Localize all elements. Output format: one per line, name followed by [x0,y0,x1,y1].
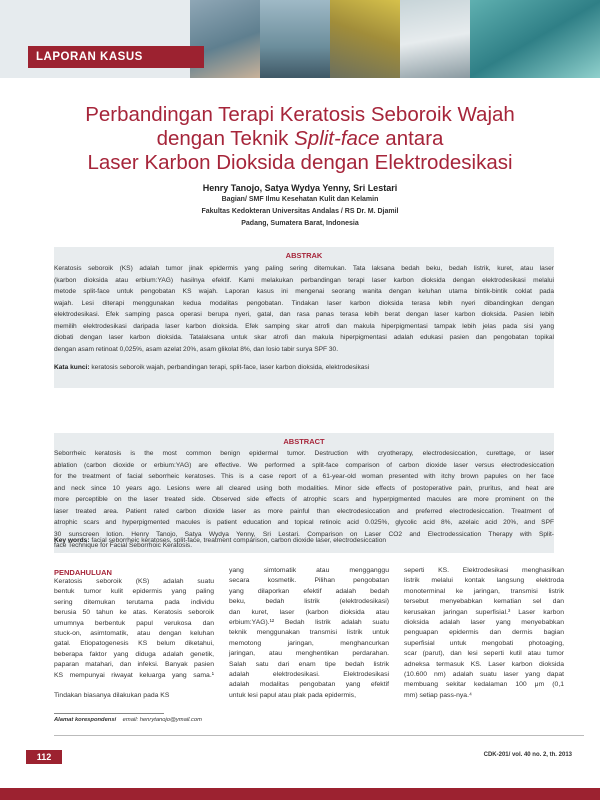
col2-line: untuk lesi papul atau plak pada epidermis, [229,691,356,699]
abstract-line: 30 sunscreen lotion. Henry Tanojo, Satya Wydya Yenny, Sri Lestari. Comparison on Laser CO2 and Electrodessication Therapy with Split- [54,530,554,538]
section-heading-pendahuluan: PENDAHULUAN [54,568,112,577]
affiliation-line-2: Fakultas Kedokteran Universitas Andalas / RS Dr. M. Djamil [201,208,399,215]
col2-line: yang simtomatik atau mengganggu [229,567,389,574]
col1-line [54,681,214,691]
abstrak-line: diobati dengan laser karbon dioksida. Tatalaksana untuk skar atrofi dan makula hiperpigmentasi adalah edukasi pasien dan pengobatan topikal [54,334,554,341]
title-line-2: dengan Teknik Split-face antara [156,127,444,150]
col2-line: secara kosmetik. Pilihan pengobatan [229,577,389,585]
col2-line: adalah elektrodesikasi. Elektrodesikasi [229,671,389,679]
photo-doctor [400,0,470,78]
col1-line: umumnya berbentuk papul verukosa dan [54,619,214,627]
col1-line: Keratosis seboroik (KS) adalah suatu [54,578,214,585]
col2-line: adalah modalitas pengobatan yang efektif [229,681,389,689]
col1-line: bentuk tumor kulit epidermis yang paling [54,588,214,596]
footer-rule [54,735,584,736]
body-column-2 [229,566,389,701]
col3-line: (10.600 nm) adalah suatu laser yang dapat [404,671,564,679]
photo-surgery [470,0,600,78]
abstrak-line: memilih elektrodesikasi daripada laser karbon dioksida. Efek samping skar atrofi dan makula hiperpigmentasi tampak lebih jelas pada sisi yang [54,322,554,330]
page-number: 112 [26,750,62,764]
abstrak-heading: ABSTRAK [285,251,323,260]
col3-line: listrik melalui kontak langsung elektroda [404,577,564,585]
correspondence-email[interactable]: email: henrytanojo@ymail.com [122,717,202,723]
col1-line: paparan matahari, dan infeksi. Banyak pasien [54,661,214,669]
title-line-1: Perbandingan Terapi Keratosis Seboroik Wajah [85,103,515,126]
col2-line: Salah satu dari enam tipe bedah listrik [229,660,389,668]
abstract-line: and neck since 10 years ago. Lesions were all cleared using both modalities. Minor side effects of postoperative pain, pruritus, and heat are [54,484,554,492]
col2-line: teknik menggunakan transmisi listrik untuk [229,629,389,637]
abstract-line: more perceptible on the laser treated side. Observed side effects of atrophic scars and hyperpigmented macules are more prominent on the [54,496,554,503]
abstract-heading: ABSTRACT [283,437,325,446]
col3-line: superfisial untuk mengobati photoaging, [404,639,564,647]
abstrak-line: Keratosis seboroik (KS) adalah tumor jinak epidermis yang paling sering ditemukan. Tata laksana bedah beku, bedah listrik, kuret, atau laser [54,265,554,272]
abstract-line: ablation (carbon dioxide or erbium:YAG) are effective. We performed a split-face comparison of carbon dioxide laser versus electrodesiccation [54,461,554,469]
col3-line: seperti KS. Elektrodesikasi menghasilkan [404,567,564,574]
abstrak-line: (karbon dioksida atau erbium:YAG) hasilnya efektif. Kami melakukan perbandingan terapi laser karbon dioksida dengan elektrodesikasi melalui [54,276,554,284]
title-line-3: Laser Karbon Dioksida dengan Elektrodesikasi [87,151,513,174]
article-title [40,103,560,175]
col3-line: membuang sekitar kedalaman 100 μm (0,1 [404,681,564,689]
col1-line: sering ditemukan terutama pada individu [54,598,214,606]
col1-line: KS mempunyai riwayat keluarga yang sama.¹ [54,671,214,679]
col1-line: gatal. Etiopatogenesis KS belum diketahui, [54,640,214,648]
body-column-3 [404,566,564,701]
col1-line: berusia 50 tahun ke atas. Keratosis seboroik [54,609,214,617]
col2-line: erbium:YAG).¹² Bedah listrik adalah suatu [229,619,389,627]
col1-line: Tindakan biasanya dilakukan pada KS [54,692,170,700]
abstrak-text [54,263,554,355]
col2-line: memotong jaringan, menghancurkan [229,639,389,647]
photo-emergency [330,0,400,78]
header-photos [190,0,600,78]
abstrak-box [54,247,554,388]
abstrak-line: wajah. Lesi diterapi menggunakan kedua modalitas pengobatan. Tindakan laser karbon dioksida terasa lebih nyeri dibandingkan dengan [54,299,554,307]
col3-line: tersebut menyebabkan kematian sel dan [404,598,564,606]
abstrak-line: dengan asam retinoat 0,025%, asam azelat 20%, asam glikolat 8%, dan losio tabir surya SPF 30. [54,345,339,353]
correspondence: Alamat korespondensi email: henrytanojo@ymail.com [54,717,202,723]
col3-line: scar (parut), dan lesi seperti kutil atau tumor [404,650,564,658]
col2-line: beku, bedah listrik (elektrodesikasi) [229,598,389,606]
col1-line: beberapa faktor yang diduga adalah genetik, [54,650,214,658]
col2-line: dan kuret, laser (karbon dioksida atau [229,608,389,616]
section-banner: LAPORAN KASUS [28,46,204,68]
bottom-bar [0,788,600,800]
journal-info: CDK-201/ vol. 40 no. 2, th. 2013 [483,752,572,758]
abstract-text [54,448,554,552]
abstrak-line: metode split-face untuk pengobatan KS wajah. Laporan kasus ini mengenai seorang wanita dengan keluhan utama bintik-bintik coklat pada [54,288,554,295]
col2-line: yang dilaporkan efektif adalah bedah [229,587,389,595]
photo-lab [260,0,330,78]
abstract-box [54,433,554,553]
abstract-line: Seborrheic keratosis is the most common benign epidermal tumor. Destruction with cryotherapy, electrodesiccation, curettage, or laser [54,450,554,457]
col3-line: kerusakan jaringan superfisial.³ Laser karbon [404,608,564,616]
body-column-1 [54,577,214,702]
col3-line: dioksida adalah laser yang menyebabkan [404,619,564,627]
col3-line: penguapan epidermis dan dermis bagian [404,629,564,637]
col3-line: adneksa termasuk KS. Laser karbon dioksida [404,660,564,668]
abstrak-keywords: Kata kunci: keratosis seboroik wajah, perbandingan terapi, split-face, laser karbon dioksida, elektrodesikasi [54,364,370,371]
authors: Henry Tanojo, Satya Wydya Yenny, Sri Lestari [202,183,398,193]
col3-line: monoterminal ke jaringan, transmisi listrik [404,587,564,595]
affiliation-line-3: Padang, Sumatera Barat, Indonesia [241,220,359,227]
abstract-line: atrophic scars and hyperpigmented macules is patient education and topical retinoic acid 0.025%, glycolic acid 8%, azelaic acid 20%, and SPF [54,519,554,526]
col1-line: stuck-on, asimtomatik, atau dengan keluhan [54,630,214,638]
abstrak-line: elektrodesikasi. Efek samping pasca operasi berupa nyeri, gatal, dan rasa panas terasa lebih berat dengan laser karbon dioksida. Pasien lebih [54,311,554,318]
abstract-keywords: Key words: facial seborrheic keratoses, split-face, treatment comparison, carbon dioxide laser, electrodesiccation [54,537,387,544]
abstract-line: face Technique for Facial Seborrhoic Keratosis. [54,542,193,549]
abstract-line: laser treated area. Patient rated carbon dioxide laser as more painful than electrodesiccation and preferred electrodesiccation. Treatment of [54,507,554,515]
col2-line: jaringan, atau menghentikan perdarahan. [229,650,389,658]
correspondence-rule [54,713,164,714]
affiliation-line-1: Bagian/ SMF Ilmu Kesehatan Kulit dan Kelamin [221,196,379,203]
abstract-line: for the treatment of facial seborrheic keratoses. This is a case report of a 61-year-old woman presented with itchy brown papules on her face [54,473,554,480]
col3-line: mm) setiap pass-nya.⁴ [404,691,472,699]
